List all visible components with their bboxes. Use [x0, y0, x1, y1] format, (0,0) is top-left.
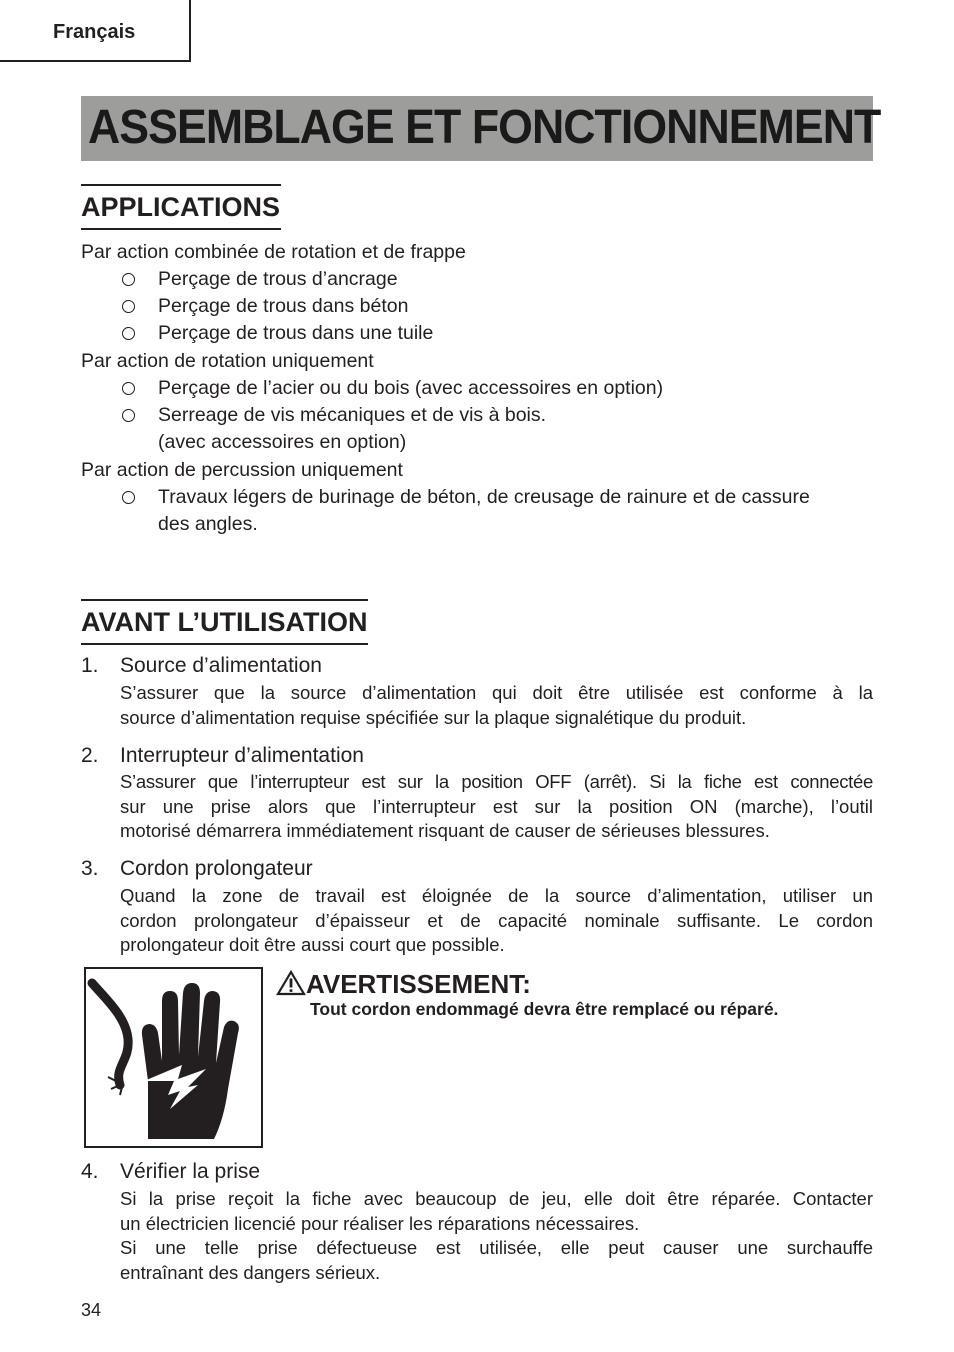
item-paragraph	[120, 1187, 873, 1285]
applications-heading: APPLICATIONS	[81, 184, 281, 230]
warning-triangle-icon	[276, 970, 306, 996]
group-label: Par action de percussion uniquement	[81, 459, 403, 481]
electric-shock-hand-icon	[84, 967, 263, 1148]
paragraph-line: source d’alimentation requise spécifiée sur la plaque signalétique du produit.	[120, 706, 747, 728]
page-banner	[81, 96, 881, 161]
list-item: Travaux légers de burinage de béton, de creusage de rainure et de cassure	[158, 486, 810, 508]
item-title: Vérifier la prise	[120, 1160, 261, 1183]
language-tab	[0, 0, 191, 62]
circle-bullet-icon	[122, 327, 135, 340]
before-use-heading: AVANT L’UTILISATION	[81, 599, 368, 645]
circle-bullet-icon	[122, 300, 135, 313]
item-paragraph	[120, 681, 873, 730]
circle-bullet-icon	[122, 491, 135, 504]
item-number: 4.	[81, 1160, 99, 1183]
list-item-continuation: des angles.	[158, 513, 258, 535]
paragraph-line: entraînant des dangers sérieux.	[120, 1261, 381, 1283]
paragraph-line: motorisé démarrera immédiatement risquant de causer de sérieuses blessures.	[120, 820, 770, 841]
item-title: Source d’alimentation	[120, 654, 322, 677]
list-item-continuation: (avec accessoires en option)	[158, 431, 407, 453]
paragraph-line: S’assurer que l’interrupteur est sur la position OFF (arrêt). Si la fiche est connectée	[120, 771, 873, 792]
group-label: Par action de rotation uniquement	[81, 350, 374, 372]
paragraph-line: prolongateur doit être aussi court que possible.	[120, 934, 505, 955]
list-item: Perçage de trous d’ancrage	[158, 268, 398, 290]
shock-symbol	[86, 969, 261, 1146]
item-paragraph	[120, 770, 873, 844]
paragraph-line: Si la prise reçoit la fiche avec beaucoup de jeu, elle doit être réparée. Contacter	[120, 1188, 873, 1209]
paragraph-line: Quand la zone de travail est éloignée de la source d’alimentation, utiliser un	[120, 885, 873, 906]
language-label: Français	[53, 21, 136, 43]
warning-title-text: AVERTISSEMENT:	[306, 969, 531, 999]
item-paragraph	[120, 884, 873, 958]
list-item: Perçage de trous dans béton	[158, 295, 409, 317]
paragraph-line: cordon prolongateur d’épaisseur et de capacité nominale suffisante. Le cordon	[120, 909, 873, 931]
item-number: 1.	[81, 654, 99, 677]
warning-title	[276, 968, 531, 1000]
paragraph-line: Si une telle prise défectueuse est utilisée, elle peut causer une surchauffe	[120, 1237, 873, 1258]
list-item: Perçage de l’acier ou du bois (avec accessoires en option)	[158, 377, 664, 399]
paragraph-line: S’assurer que la source d’alimentation qui doit être utilisée est conforme à la	[120, 682, 873, 703]
circle-bullet-icon	[122, 382, 135, 395]
circle-bullet-icon	[122, 409, 135, 422]
circle-bullet-icon	[122, 273, 135, 286]
item-number: 3.	[81, 857, 99, 880]
item-title: Interrupteur d’alimentation	[120, 744, 364, 767]
item-number: 2.	[81, 744, 99, 767]
item-title: Cordon prolongateur	[120, 857, 313, 880]
group-label: Par action combinée de rotation et de frappe	[81, 241, 466, 263]
list-item: Serreage de vis mécaniques et de vis à bois.	[158, 404, 547, 426]
paragraph-line: un électricien licencié pour réaliser les réparations nécessaires.	[120, 1212, 640, 1234]
list-item: Perçage de trous dans une tuile	[158, 322, 434, 344]
warning-text: Tout cordon endommagé devra être remplacé ou réparé.	[310, 999, 779, 1019]
page-title: ASSEMBLAGE ET FONCTIONNEMENT	[88, 101, 881, 154]
page-number: 34	[81, 1300, 102, 1320]
paragraph-line: sur une prise alors que l’interrupteur est sur la position ON (marche), l’outil	[120, 795, 873, 817]
